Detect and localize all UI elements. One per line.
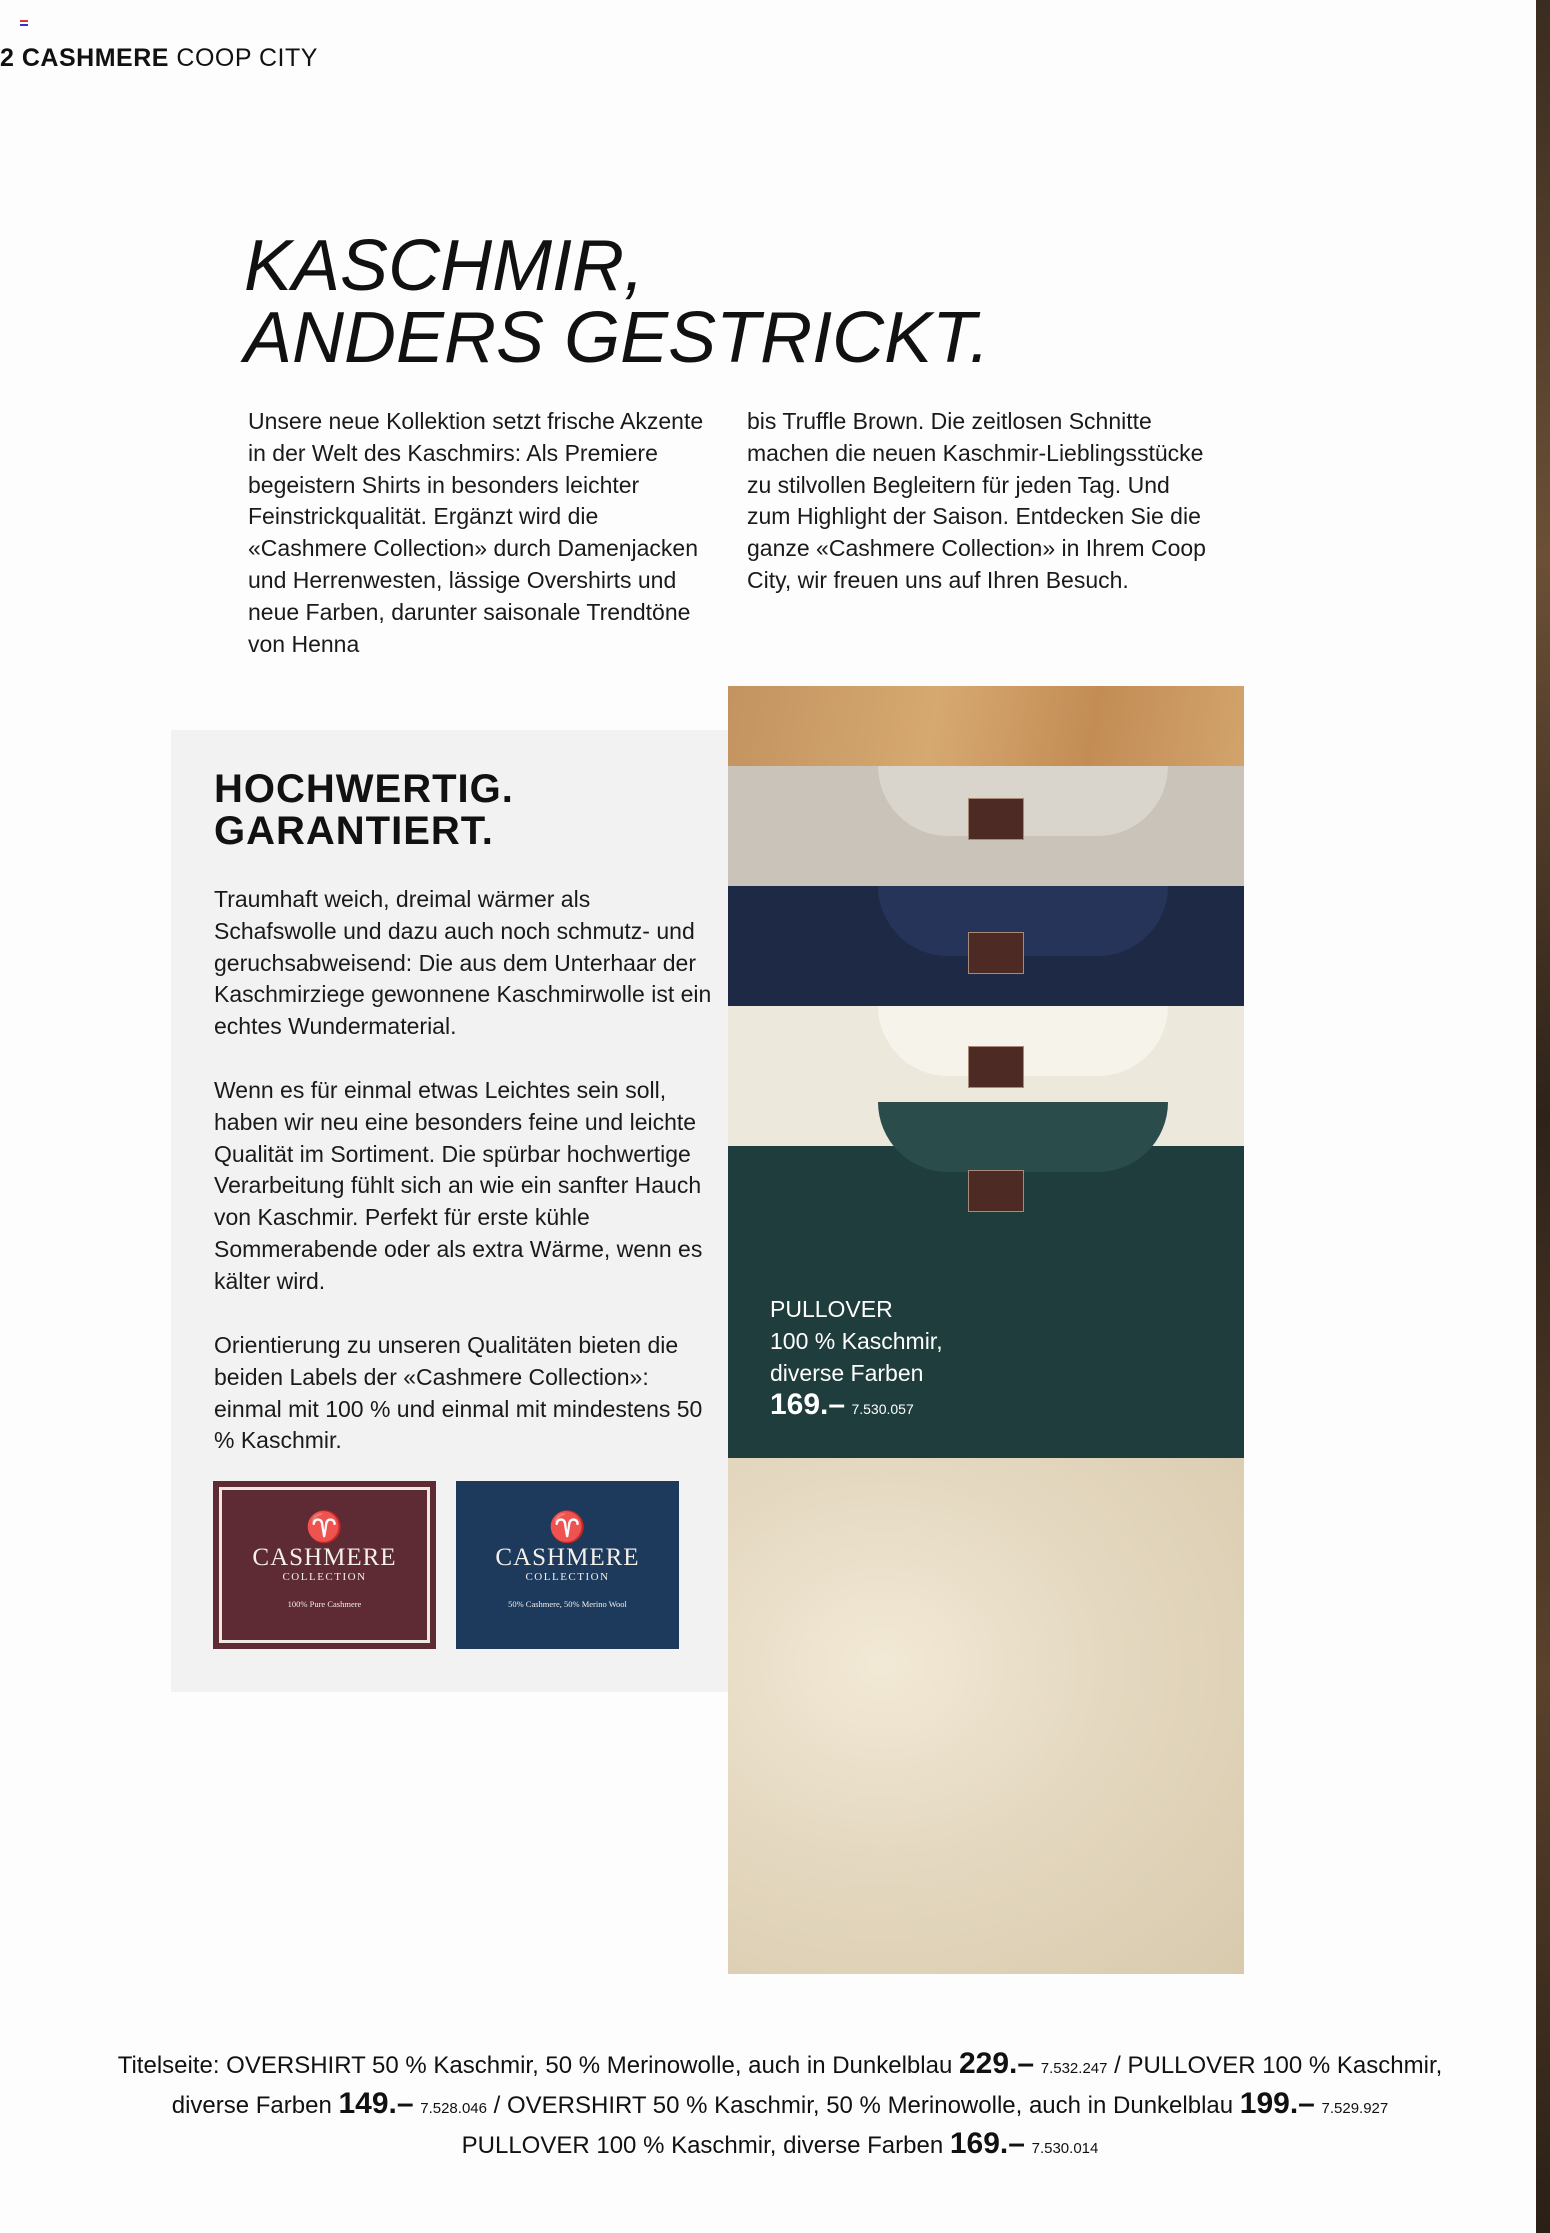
- product-material: 100 % Kaschmir,: [770, 1328, 943, 1354]
- caption-article: 7.529.927: [1321, 2100, 1389, 2117]
- info-title-line-1: HOCHWERTIG.: [214, 767, 514, 811]
- label-name: CASHMERE: [252, 1544, 397, 1571]
- caption-article: 7.532.247: [1040, 2060, 1108, 2077]
- caption-article: 7.530.014: [1031, 2140, 1099, 2157]
- caption-text: PULLOVER 100 % Kaschmir, diverse Farben: [461, 2132, 944, 2159]
- product-article: 7.530.057: [851, 1401, 914, 1417]
- intro-column-2: bis Truffle Brown. Die zeitlosen Schnitte machen die neuen Kaschmir-Lieblingsstücke zu stilvollen Begleitern für jeden Tag. Und zum Highlight der Saison. Entdecken Sie die ganze «Cashmere Collection» in Ihrem Coop City, wir freuen uns auf Ihren Besuch.: [747, 408, 1206, 593]
- caption-article: 7.528.046: [420, 2100, 487, 2117]
- title-line-2: ANDERS GESTRICKT.: [244, 298, 990, 378]
- caption-price: 169.–: [949, 2127, 1025, 2160]
- product-price: 169.–: [770, 1388, 846, 1421]
- title-line-1: KASCHMIR,: [244, 226, 645, 306]
- product-colors: diverse Farben: [770, 1360, 924, 1386]
- label-sub: COLLECTION: [282, 1571, 367, 1583]
- caption-text: / PULLOVER 100 % Kaschmir,: [1114, 2052, 1443, 2079]
- label-cashmere-merino: [456, 1481, 679, 1649]
- caption-text: Titelseite: OVERSHIRT 50 % Kaschmir, 50 % Merinowolle, auch in Dunkelblau: [117, 2052, 953, 2079]
- header-brand: CASHMERE: [21, 44, 169, 72]
- info-paragraph-3: Orientierung zu unseren Qualitäten bieten die beiden Labels der «Cashmere Collection»: einmal mit 100 % und einmal mit mindestens 50 % Kaschmir.: [214, 1332, 703, 1454]
- label-note: 50% Cashmere, 50% Merino Wool: [508, 1599, 627, 1609]
- product-name: PULLOVER: [770, 1296, 893, 1322]
- page-title: [244, 226, 990, 378]
- page-edge-decoration: [1536, 0, 1550, 2233]
- label-sub: COLLECTION: [525, 1571, 610, 1583]
- label-name: CASHMERE: [495, 1544, 640, 1571]
- info-paragraph-1: Traumhaft weich, dreimal wärmer als Schafswolle und dazu auch noch schmutz- und geruchsabweisend: Die aus dem Unterhaar der Kaschmirziege gewonnene Kaschmirwolle ist ein echtes Wundermaterial.: [214, 886, 712, 1040]
- caption-price: 149.–: [338, 2087, 414, 2120]
- label-pure-cashmere: [213, 1481, 436, 1649]
- caption-price: 199.–: [1239, 2087, 1315, 2120]
- flag-icon: [20, 20, 28, 26]
- ram-horns-icon: ♈: [548, 1511, 587, 1544]
- label-note: 100% Pure Cashmere: [287, 1599, 362, 1609]
- page-number: 2: [0, 44, 15, 72]
- header-store: COOP CITY: [176, 44, 318, 72]
- product-info: [770, 1293, 943, 1425]
- cover-caption: [80, 2046, 1480, 2166]
- caption-text: diverse Farben: [171, 2092, 332, 2119]
- info-title-line-2: GARANTIERT.: [214, 809, 494, 853]
- cream-fabric: [728, 1458, 1244, 1974]
- info-box-title: [214, 768, 514, 852]
- page-header: [0, 44, 318, 73]
- caption-text: / OVERSHIRT 50 % Kaschmir, 50 % Merinowolle, auch in Dunkelblau: [493, 2092, 1234, 2119]
- intro-column-1: Unsere neue Kollektion setzt frische Akzente in der Welt des Kaschmirs: Als Premiere begeistern Shirts in besonders leichter Feinstrickqualität. Ergänzt wird die «Cashmere Collection» durch Damenjacken und Herrenwesten, lässige Overshirts und neue Farben, darunter saisonale Trendtöne von Henna: [248, 408, 704, 657]
- ram-horns-icon: ♈: [305, 1511, 344, 1544]
- wood-surface: [728, 686, 1244, 776]
- info-paragraph-2: Wenn es für einmal etwas Leichtes sein soll, haben wir neu eine besonders feine und leichte Qualität im Sortiment. Die spürbar hochwertige Verarbeitung fühlt sich an wie ein sanfter Hauch von Kaschmir. Perfekt für erste kühle Sommerabende oder als extra Wärme, wenn es kälter wird.: [214, 1077, 703, 1294]
- caption-price: 229.–: [958, 2047, 1035, 2080]
